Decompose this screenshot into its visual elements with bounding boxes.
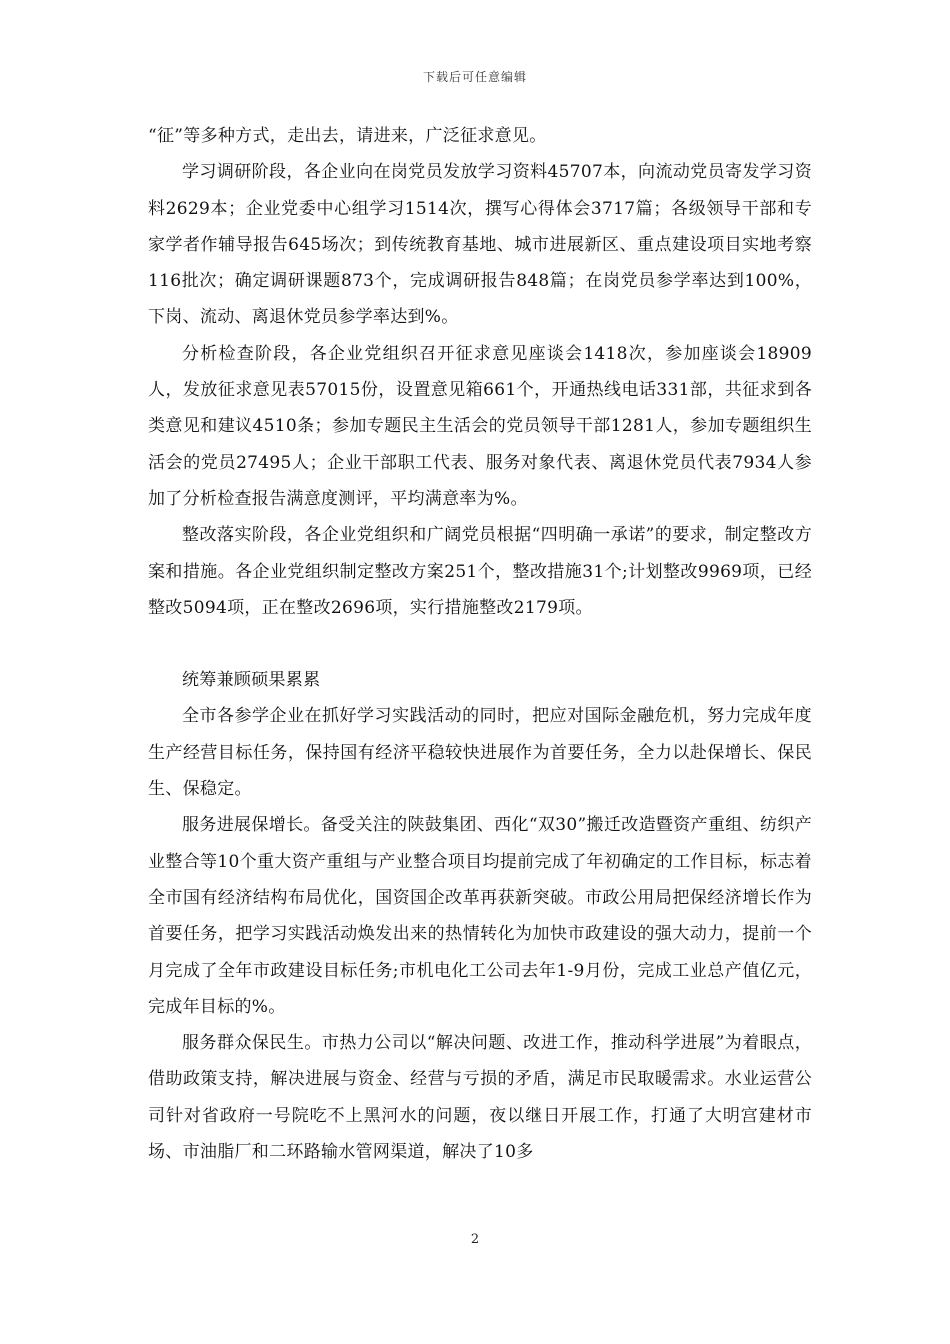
paragraph-rectification: 整改落实阶段，各企业党组织和广阔党员根据“四明确一承诺”的要求，制定整改方案和措施。各企业党组织制定整改方案251个，整改措施31个;计划整改9969项，已经整改5094项，正在整改2696项，实行措施整改2179项。 bbox=[148, 525, 812, 618]
document-body bbox=[148, 118, 812, 1170]
paragraph-growth: 服务进展保增长。备受关注的陕鼓集团、西化“双30”搬迁改造暨资产重组、纺织产业整合等10个重大资产重组与产业整合项目均提前完成了年初确定的工作目标，标志着全市国有经济结构布局优化，国资国企改革再获新突破。市政公用局把保经济增长作为首要任务，把学习实践活动焕发出来的热情转化为加快市政建设的强大动力，提前一个月完成了全年市政建设目标任务;市机电化工公司去年1-9月份，完成工业总产值亿元，完成年目标的%。 bbox=[148, 815, 812, 1017]
section-heading: 统筹兼顾硕果累累 bbox=[182, 670, 321, 691]
paragraph-study-research: 学习调研阶段，各企业向在岗党员发放学习资料45707本，向流动党员寄发学习资料2629本；企业党委中心组学习1514次，撰写心得体会3717篇；各级领导干部和专家学者作辅导报告645场次；到传统教育基地、城市进展新区、重点建设项目实地考察116批次；确定调研课题873个，完成调研报告848篇；在岗党员参学率达到100%，下岗、流动、离退休党员参学率达到%。 bbox=[148, 162, 812, 328]
paragraph-overview: 全市各参学企业在抓好学习实践活动的同时，把应对国际金融危机，努力完成年度生产经营目标任务，保持国有经济平稳较快进展作为首要任务，全力以赴保增长、保民生、保稳定。 bbox=[148, 706, 812, 800]
paragraph-continuation: “征”等多种方式，走出去，请进来，广泛征求意见。 bbox=[148, 126, 547, 146]
paragraph-livelihood: 服务群众保民生。市热力公司以“解决问题、改进工作，推动科学进展”为着眼点，借助政策支持，解决进展与资金、经营与亏损的矛盾，满足市民取暖需求。水业运营公司针对省政府一号院吃不上黑河水的问题，夜以继日开展工作，打通了大明宫建材市场、市油脂厂和二环路输水管网渠道，解决了10多 bbox=[148, 1033, 812, 1163]
page-number: 2 bbox=[470, 1232, 480, 1247]
page-header: 下载后可任意编辑 bbox=[422, 70, 527, 84]
paragraph-analysis-check: 分析检查阶段，各企业党组织召开征求意见座谈会1418次，参加座谈会18909人，发放征求意见表57015份，设置意见箱661个，开通热线电话331部，共征求到各类意见和建议4510条；参加专题民主生活会的党员领导干部1281人，参加专题组织生活会的党员27495人；企业干部职工代表、服务对象代表、离退休党员代表7934人参加了分析检查报告满意度测评，平均满意率为%。 bbox=[148, 343, 812, 509]
